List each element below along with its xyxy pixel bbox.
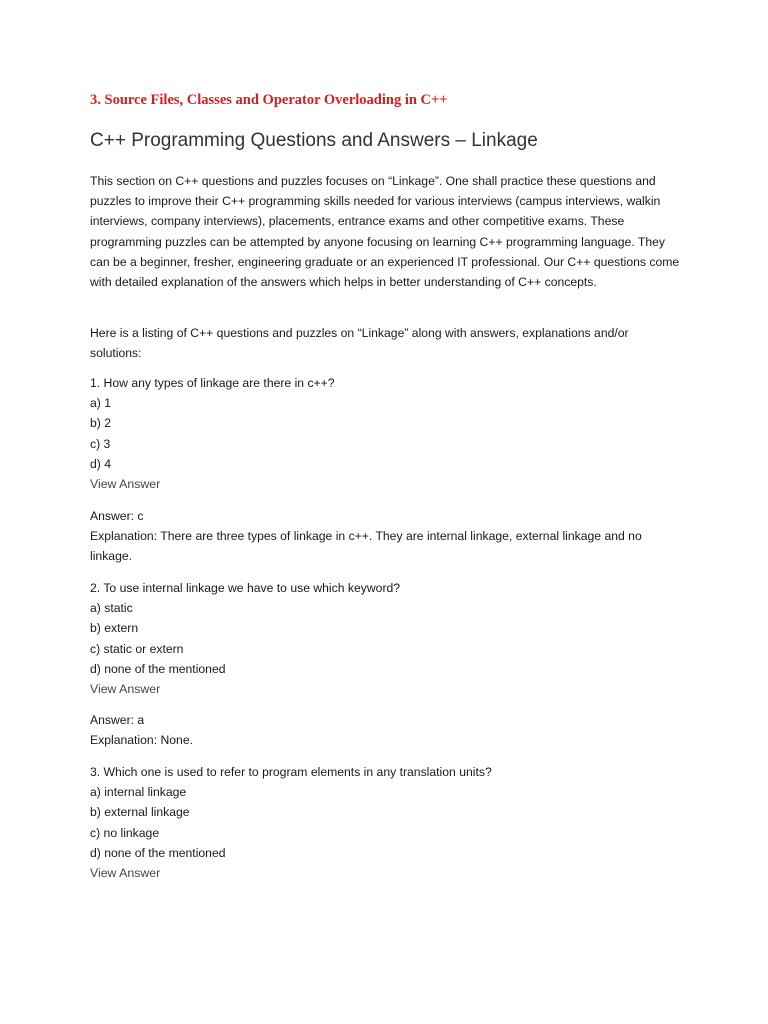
question-text: 1. How any types of linkage are there in c++? bbox=[90, 376, 335, 390]
question-2 bbox=[90, 578, 680, 699]
view-answer-link[interactable]: View Answer bbox=[90, 865, 161, 880]
question-1 bbox=[90, 373, 680, 494]
option-b: b) 2 bbox=[90, 416, 112, 431]
option-b: b) extern bbox=[90, 621, 139, 636]
view-answer-link[interactable]: View Answer bbox=[90, 476, 161, 491]
explanation-text: Explanation: None. bbox=[90, 733, 193, 748]
intro-paragraph: This section on C++ questions and puzzles focuses on “Linkage”. One shall practice these questions and puzzles to improve their C++ programming skills needed for various interviews (campus interviews, walkin interviews, company interviews), placements, entrance exams and other competitive exams. These programming puzzles can be attempted by anyone focusing on learning C++ programming language. They can be a beginner, fresher, engineering graduate or an experienced IT professional. Our C++ questions come with detailed explanation of the answers which helps in better understanding of C++ concepts. bbox=[90, 174, 680, 290]
answer-text: Answer: a bbox=[90, 713, 145, 727]
answer-2 bbox=[90, 710, 680, 750]
option-a: a) static bbox=[90, 601, 133, 616]
question-text: 3. Which one is used to refer to program elements in any translation units? bbox=[90, 765, 492, 779]
option-a: a) 1 bbox=[90, 396, 112, 411]
option-c: c) no linkage bbox=[90, 825, 160, 840]
answer-1 bbox=[90, 506, 680, 567]
option-a: a) internal linkage bbox=[90, 785, 187, 800]
option-c: c) 3 bbox=[90, 436, 111, 451]
option-d: d) none of the mentioned bbox=[90, 845, 226, 860]
question-3 bbox=[90, 762, 680, 883]
option-d: d) none of the mentioned bbox=[90, 661, 226, 676]
option-b: b) external linkage bbox=[90, 805, 190, 820]
listing-paragraph: Here is a listing of C++ questions and puzzles on “Linkage” along with answers, explanations and/or solutions: bbox=[90, 326, 629, 361]
explanation-text: Explanation: There are three types of linkage in c++. They are internal linkage, external linkage and no linkage. bbox=[90, 529, 642, 564]
option-c: c) static or extern bbox=[90, 641, 184, 656]
section-heading: 3. Source Files, Classes and Operator Overloading in C++ bbox=[90, 92, 448, 108]
answer-text: Answer: c bbox=[90, 509, 144, 523]
view-answer-link[interactable]: View Answer bbox=[90, 681, 161, 696]
option-d: d) 4 bbox=[90, 456, 112, 471]
page-title: C++ Programming Questions and Answers – Linkage bbox=[90, 130, 538, 151]
question-text: 2. To use internal linkage we have to use which keyword? bbox=[90, 581, 401, 595]
